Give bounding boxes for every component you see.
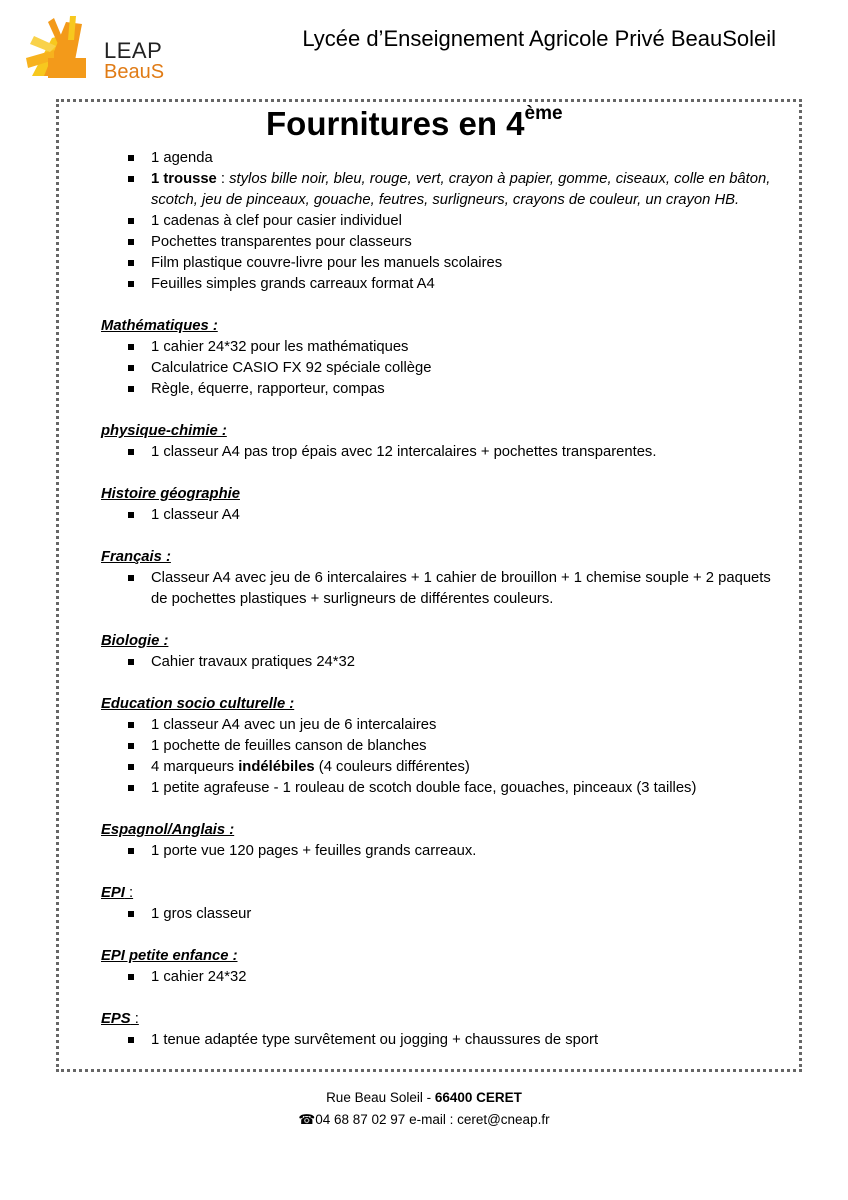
list-item: 1 classeur A4 avec un jeu de 6 intercalaires xyxy=(101,715,781,736)
address-street: Rue Beau Soleil - xyxy=(326,1090,435,1105)
biologie-list xyxy=(101,652,781,673)
histoire-list xyxy=(101,505,781,526)
section-title-eps xyxy=(101,1009,781,1030)
list-item: Pochettes transparentes pour classeurs xyxy=(101,232,781,253)
list-item: 1 gros classeur xyxy=(101,904,781,925)
school-name: Lycée d’Enseignement Agricole Privé BeauSoleil xyxy=(302,26,776,51)
list-item: 1 petite agrafeuse - 1 rouleau de scotch double face, gouaches, pinceaux (3 tailles) xyxy=(101,778,781,799)
list-item: 1 classeur A4 xyxy=(101,505,781,526)
esc-list xyxy=(101,715,781,799)
eps-title: EPS xyxy=(101,1011,131,1027)
trousse-colon: : xyxy=(216,171,230,187)
epi-list xyxy=(101,904,781,925)
list-item: 1 cadenas à clef pour casier individuel xyxy=(101,211,781,232)
title-superscript: ème xyxy=(524,103,563,124)
eps-suffix: : xyxy=(130,1011,139,1027)
langues-list xyxy=(101,841,781,862)
marqueurs-bold: indélébiles xyxy=(238,759,315,775)
epi-title: EPI xyxy=(101,885,125,901)
marqueurs-pre: 4 marqueurs xyxy=(151,759,239,775)
list-item-marqueurs xyxy=(101,757,781,778)
contact-text: 04 68 87 02 97 e-mail : ceret@cneap.fr xyxy=(315,1112,550,1127)
list-item: 1 cahier 24*32 xyxy=(101,967,781,988)
supplies-list xyxy=(101,148,781,1051)
section-title-langues: Espagnol/Anglais : xyxy=(101,822,235,838)
trousse-label: 1 trousse xyxy=(151,171,217,187)
logo-text-top: LEAP xyxy=(104,38,163,63)
maths-list xyxy=(101,337,781,400)
francais-list xyxy=(101,568,781,610)
general-list xyxy=(101,148,781,295)
section-title-epi-enfance: EPI petite enfance : xyxy=(101,948,238,964)
section-title-francais: Français : xyxy=(101,549,171,565)
address-postcode: 66400 CERET xyxy=(434,1090,522,1105)
logo-text-bottom: BeauS xyxy=(104,61,165,83)
list-item: 1 tenue adaptée type survêtement ou jogging + chaussures de sport xyxy=(101,1030,781,1051)
section-title-histoire: Histoire géographie xyxy=(101,486,240,502)
list-item: Cahier travaux pratiques 24*32 xyxy=(101,652,781,673)
list-item-trousse xyxy=(101,169,781,211)
list-item: Film plastique couvre-livre pour les manuels scolaires xyxy=(101,253,781,274)
eps-list xyxy=(101,1030,781,1051)
list-item: Classeur A4 avec jeu de 6 intercalaires + 1 cahier de brouillon + 1 chemise souple + 2 paquets de pochettes plastiques + surligneurs de différentes couleurs. xyxy=(101,568,781,610)
list-item: Règle, équerre, rapporteur, compas xyxy=(101,379,781,400)
phone-icon: ☎ xyxy=(298,1112,316,1127)
marqueurs-post: (4 couleurs différentes) xyxy=(314,759,470,775)
title-main: Fournitures en 4 xyxy=(266,105,525,142)
section-title-biologie: Biologie : xyxy=(101,633,169,649)
list-item: 1 agenda xyxy=(101,148,781,169)
list-item: 1 porte vue 120 pages + feuilles grands carreaux. xyxy=(101,841,781,862)
section-title-physique: physique-chimie : xyxy=(101,423,227,439)
section-title-epi xyxy=(101,883,781,904)
epi-suffix: : xyxy=(124,885,134,901)
list-item: Feuilles simples grands carreaux format A4 xyxy=(101,274,781,295)
trousse-detail: stylos bille noir, bleu, rouge, vert, crayon à papier, gomme, ciseaux, colle en bâton, scotch, jeu de pinceaux, gouache, feutres, surligneurs, crayons de couleur, un crayon HB. xyxy=(151,171,771,208)
school-logo xyxy=(24,14,184,86)
section-title-maths: Mathématiques : xyxy=(101,318,218,334)
list-item: 1 classeur A4 pas trop épais avec 12 intercalaires + pochettes transparentes. xyxy=(101,442,781,463)
list-item: 1 cahier 24*32 pour les mathématiques xyxy=(101,337,781,358)
footer-address xyxy=(0,1090,848,1105)
physique-list xyxy=(101,442,781,463)
page-title xyxy=(266,105,563,143)
sun-logo-icon xyxy=(24,14,104,86)
list-item: 1 pochette de feuilles canson de blanches xyxy=(101,736,781,757)
epi-enfance-list xyxy=(101,967,781,988)
footer-contact xyxy=(0,1112,848,1128)
section-title-esc: Education socio culturelle : xyxy=(101,696,295,712)
list-item: Calculatrice CASIO FX 92 spéciale collège xyxy=(101,358,781,379)
